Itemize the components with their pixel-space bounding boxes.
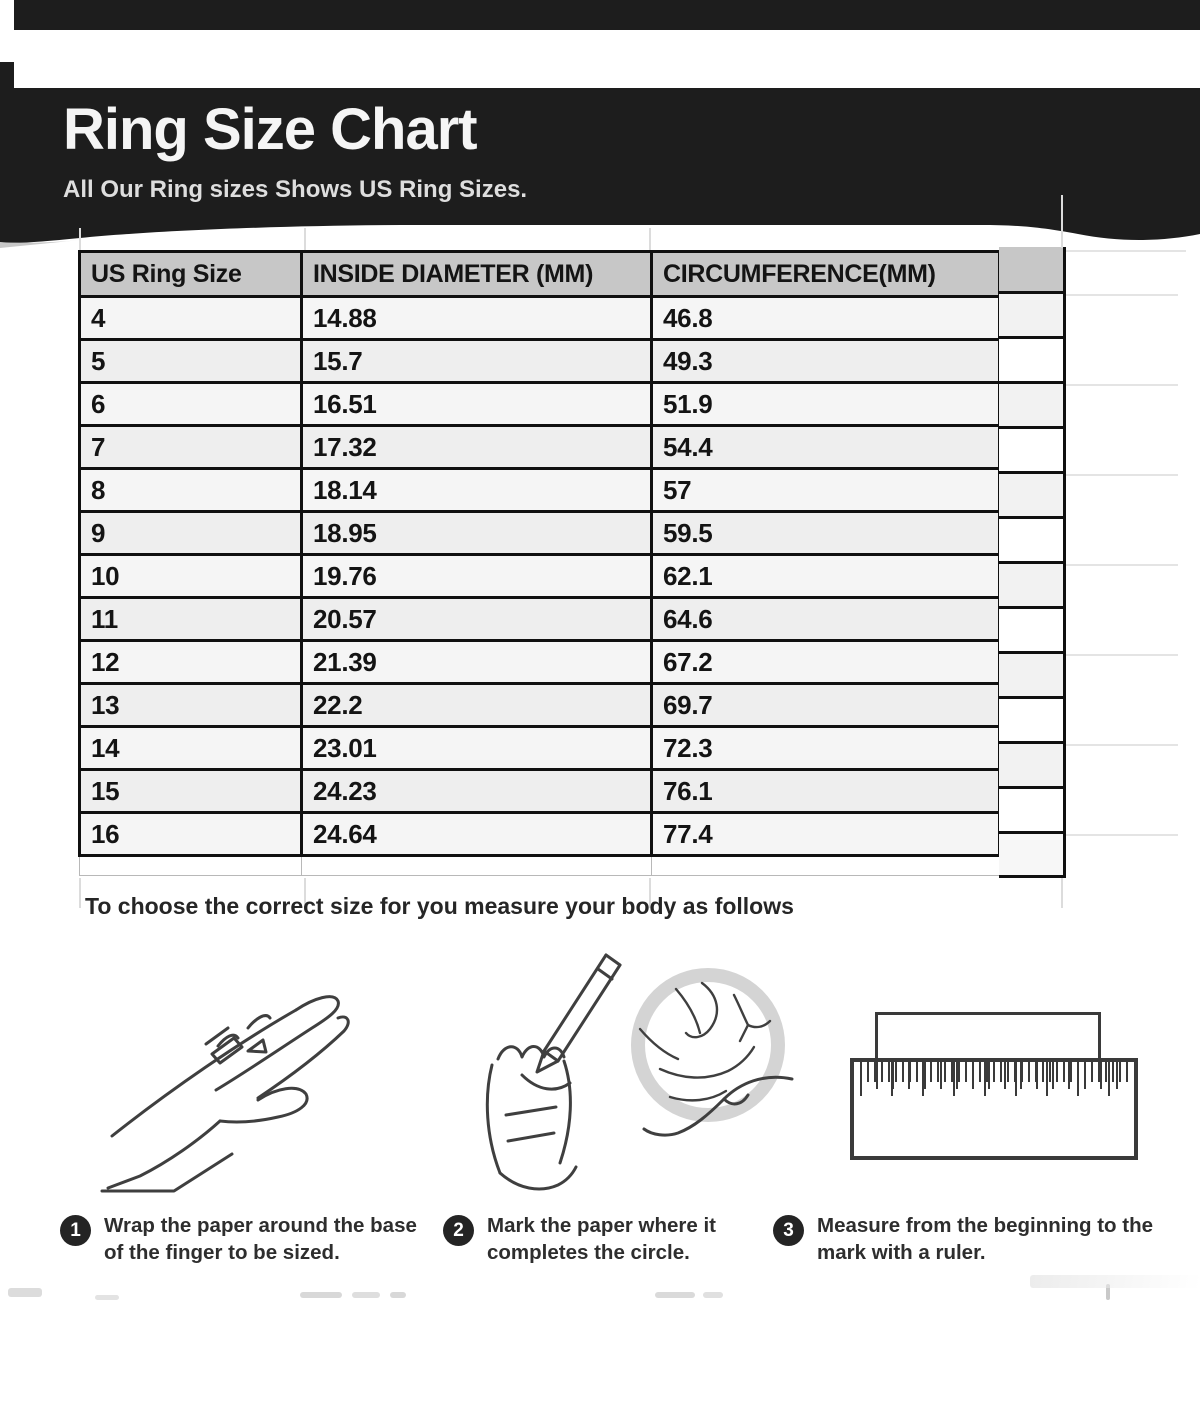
hand-with-paper-strip-illustration [100, 948, 420, 1213]
extra-cell [999, 654, 1063, 699]
diameter-cell: 23.01 [302, 727, 652, 770]
step-2-badge: 2 [443, 1215, 474, 1246]
circumference-cell: 76.1 [652, 770, 1000, 813]
us-size-cell: 13 [80, 684, 302, 727]
step-3 [773, 1212, 1177, 1266]
gridline-artifact [1066, 474, 1178, 476]
step-1-badge: 1 [60, 1215, 91, 1246]
diameter-cell: 18.14 [302, 469, 652, 512]
us-size-cell: 16 [80, 813, 302, 856]
circumference-cell: 49.3 [652, 340, 1000, 383]
smudge-artifact [95, 1295, 119, 1300]
gridline-artifact [1066, 564, 1178, 566]
circumference-cell: 67.2 [652, 641, 1000, 684]
extra-cell [999, 609, 1063, 654]
diameter-cell: 16.51 [302, 383, 652, 426]
extra-cell [999, 834, 1063, 878]
diameter-cell: 17.32 [302, 426, 652, 469]
table-row [80, 297, 1000, 340]
us-size-cell: 11 [80, 598, 302, 641]
smudge-artifact [703, 1292, 723, 1298]
table-row [80, 340, 1000, 383]
table-row [80, 727, 1000, 770]
diameter-cell: 18.95 [302, 512, 652, 555]
gridline-artifact [1066, 654, 1178, 656]
page-title: Ring Size Chart [63, 97, 477, 162]
step-2 [443, 1212, 759, 1266]
diameter-cell: 20.57 [302, 598, 652, 641]
banner-wavy-edge [0, 212, 1200, 248]
table-row [80, 555, 1000, 598]
step-1 [60, 1212, 432, 1266]
smudge-artifact [300, 1292, 342, 1298]
table-row [80, 512, 1000, 555]
us-size-cell: 9 [80, 512, 302, 555]
us-size-cell: 8 [80, 469, 302, 512]
step-3-badge: 3 [773, 1215, 804, 1246]
gridline-artifact [1066, 834, 1178, 836]
diameter-cell: 15.7 [302, 340, 652, 383]
gridline-artifact [1061, 878, 1063, 908]
smudge-artifact [8, 1288, 42, 1297]
magnifier-ring [638, 975, 778, 1115]
extra-cell [999, 384, 1063, 429]
circumference-cell: 51.9 [652, 383, 1000, 426]
diameter-cell: 19.76 [302, 555, 652, 598]
inside-diameter-header: INSIDE DIAMETER (MM) [302, 252, 652, 297]
us-size-cell: 14 [80, 727, 302, 770]
gridline-artifact [79, 878, 81, 908]
smudge-artifact [1030, 1275, 1200, 1288]
banner-white-band [14, 30, 1200, 88]
ring-size-table [78, 250, 1001, 876]
extra-cell [999, 519, 1063, 564]
ruler-ticks-tall [860, 1062, 1128, 1096]
gridline-artifact [1066, 384, 1178, 386]
circumference-header: CIRCUMFERENCE(MM) [652, 252, 1000, 297]
gridline-artifact [1066, 250, 1186, 252]
extra-cell [999, 564, 1063, 609]
diameter-cell: 24.23 [302, 770, 652, 813]
circumference-cell: 62.1 [652, 555, 1000, 598]
circumference-cell: 64.6 [652, 598, 1000, 641]
smudge-artifact [655, 1292, 695, 1298]
table-row [80, 641, 1000, 684]
circumference-cell: 72.3 [652, 727, 1000, 770]
gridline-artifact [1061, 195, 1063, 248]
gridline-artifact [649, 228, 651, 250]
us-size-cell: 15 [80, 770, 302, 813]
extra-cell [999, 247, 1063, 294]
howto-heading: To choose the correct size for you measure your body as follows [85, 893, 794, 919]
marking-paper-with-pencil-illustration [440, 945, 795, 1215]
spreadsheet-extra-column [999, 247, 1066, 878]
extra-cell [999, 744, 1063, 789]
top-black-bar [14, 0, 1200, 30]
smudge-artifact [352, 1292, 380, 1298]
us-ring-size-header: US Ring Size [80, 252, 302, 297]
table-empty-row [80, 856, 1000, 876]
us-size-cell: 10 [80, 555, 302, 598]
diameter-cell: 22.2 [302, 684, 652, 727]
extra-cell [999, 339, 1063, 384]
us-size-cell: 5 [80, 340, 302, 383]
table-header-row [80, 252, 1000, 297]
us-size-cell: 4 [80, 297, 302, 340]
diameter-cell: 14.88 [302, 297, 652, 340]
diameter-cell: 21.39 [302, 641, 652, 684]
extra-cell [999, 699, 1063, 744]
smudge-artifact [390, 1292, 406, 1298]
gridline-artifact [1066, 294, 1178, 296]
table-row [80, 770, 1000, 813]
us-size-cell: 6 [80, 383, 302, 426]
step-2-text: Mark the paper where it completes the circle. [487, 1214, 716, 1265]
table-row [80, 813, 1000, 856]
us-size-cell: 12 [80, 641, 302, 684]
table-row [80, 598, 1000, 641]
extra-cell [999, 789, 1063, 834]
extra-cell [999, 429, 1063, 474]
gridline-artifact [1066, 744, 1178, 746]
diameter-cell: 24.64 [302, 813, 652, 856]
step-3-text: Measure from the beginning to the mark with a ruler. [817, 1214, 1153, 1265]
circumference-cell: 57 [652, 469, 1000, 512]
us-size-cell: 7 [80, 426, 302, 469]
circumference-cell: 54.4 [652, 426, 1000, 469]
table-row [80, 469, 1000, 512]
circumference-cell: 77.4 [652, 813, 1000, 856]
step-1-text: Wrap the paper around the base of the finger to be sized. [104, 1214, 417, 1265]
table-row [80, 426, 1000, 469]
ruler-illustration [850, 1058, 1138, 1160]
circumference-cell: 69.7 [652, 684, 1000, 727]
extra-cell [999, 474, 1063, 519]
gridline-artifact [304, 228, 306, 250]
gridline-artifact [79, 228, 81, 250]
extra-cell [999, 294, 1063, 339]
page-subtitle: All Our Ring sizes Shows US Ring Sizes. [63, 176, 528, 203]
circumference-cell: 59.5 [652, 512, 1000, 555]
circumference-cell: 46.8 [652, 297, 1000, 340]
table-row [80, 383, 1000, 426]
table-row [80, 684, 1000, 727]
